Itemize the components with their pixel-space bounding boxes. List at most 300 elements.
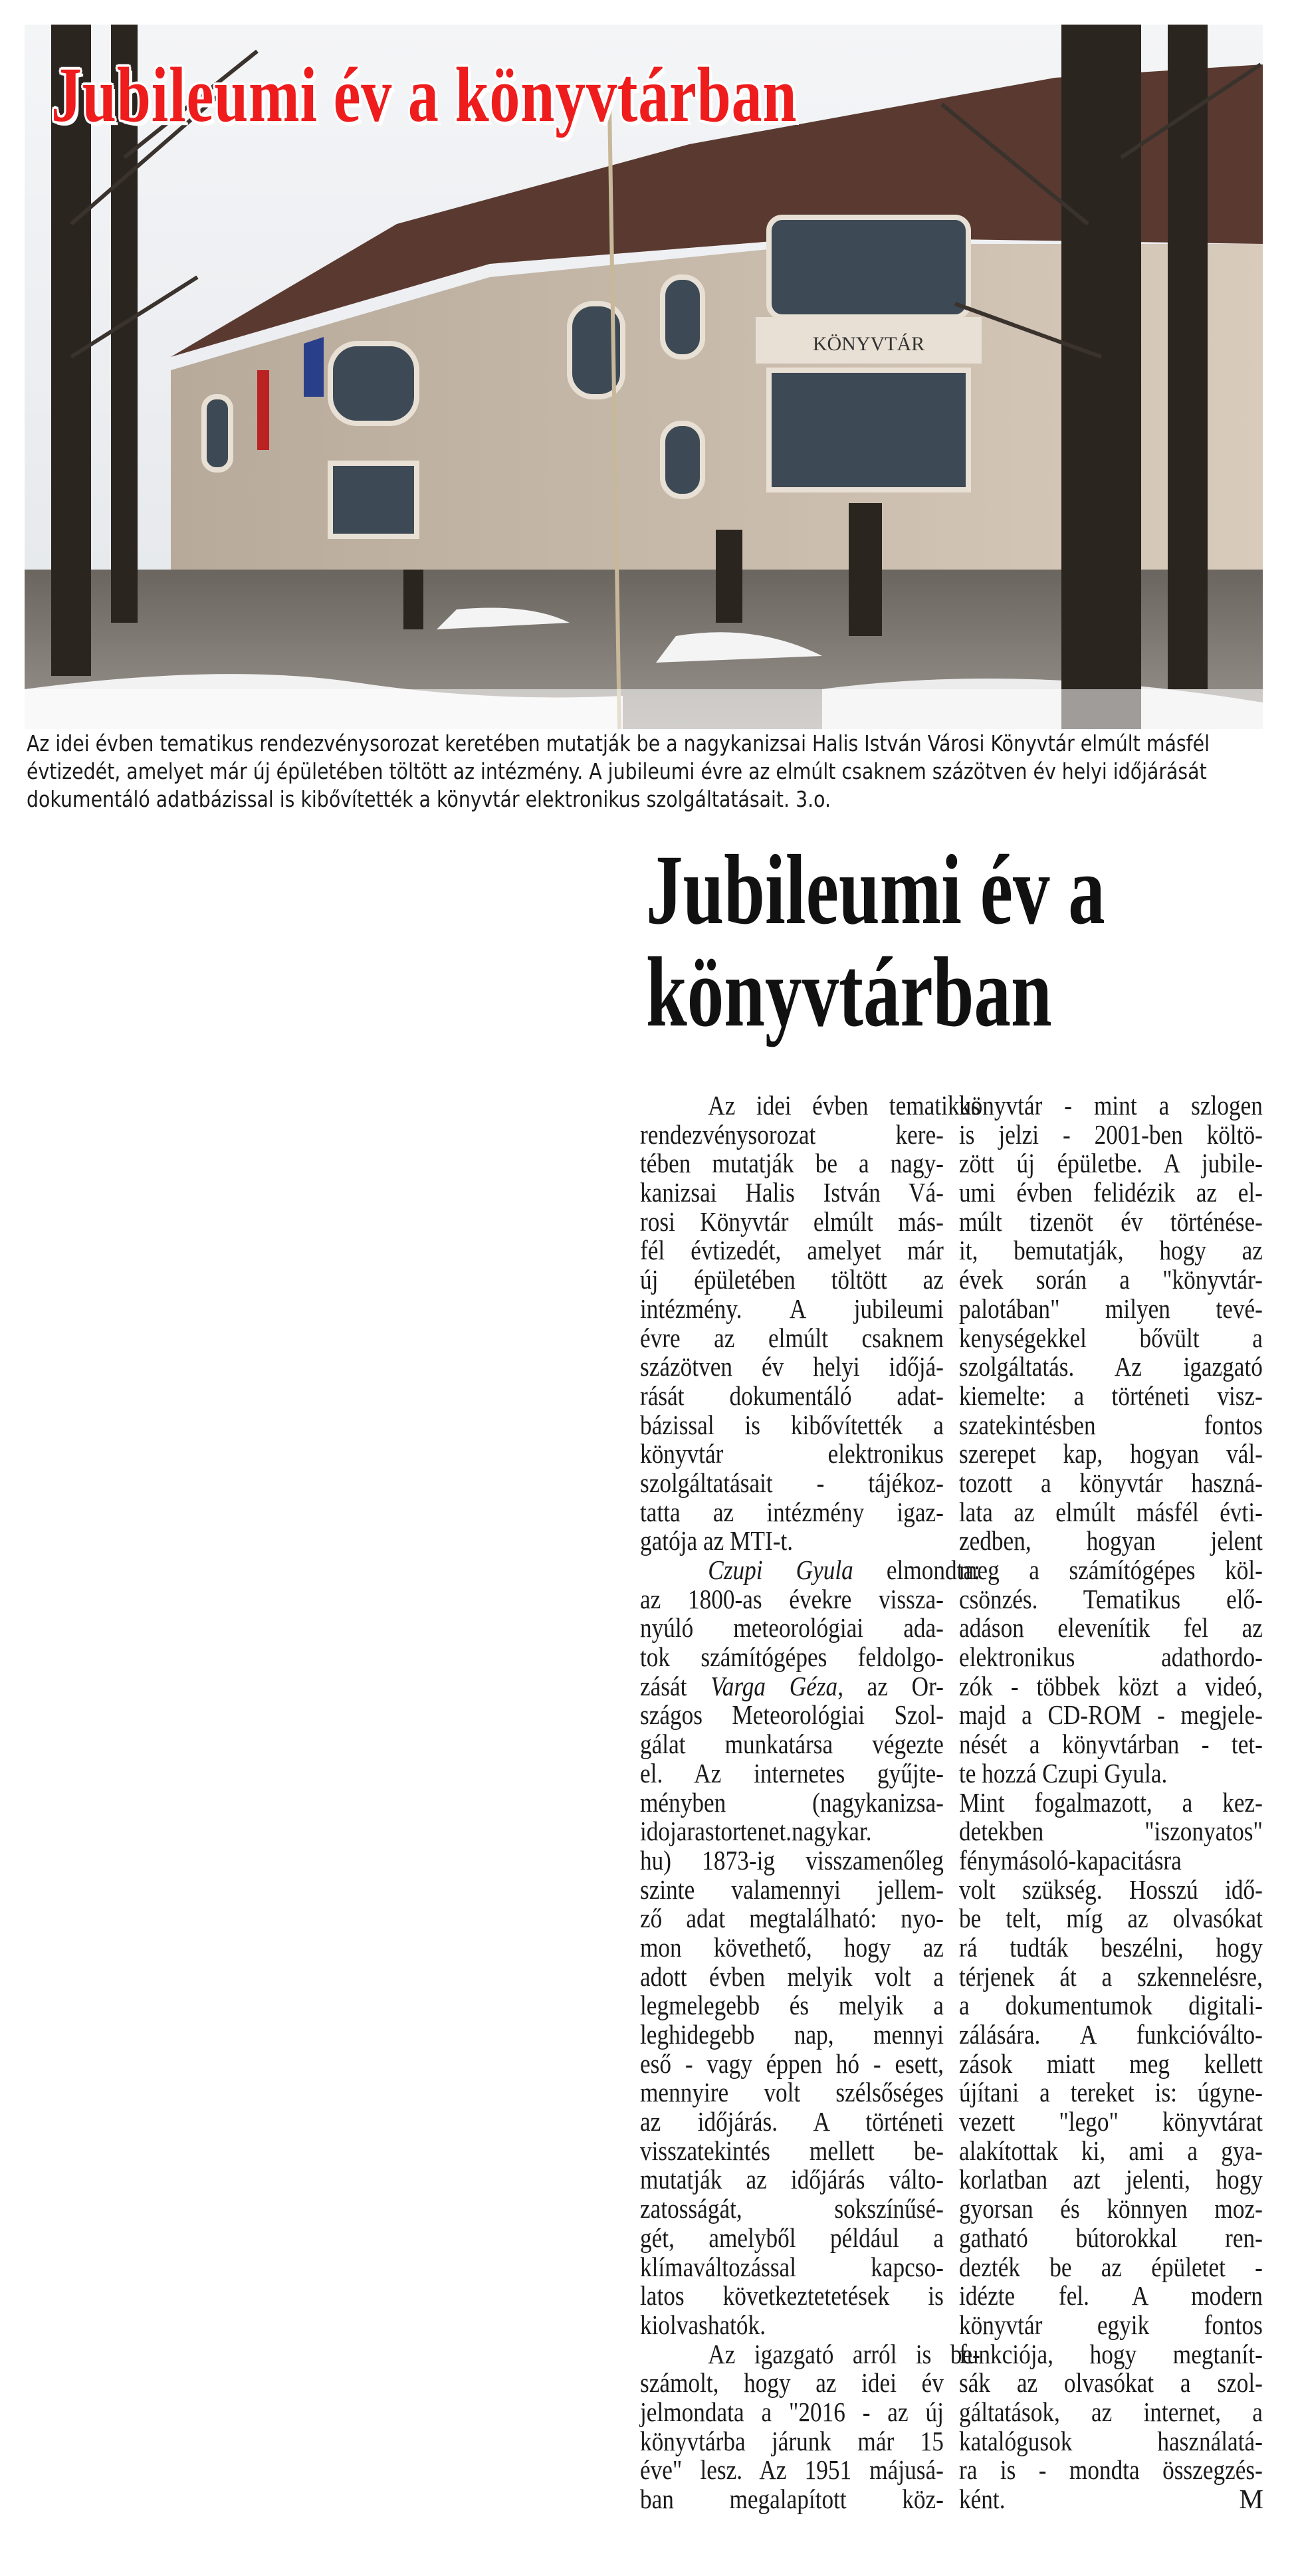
text-line-content xyxy=(640,2224,944,2253)
author-signature: M xyxy=(1239,2484,1263,2514)
text-segment: eső - vagy éppen hó - esett, xyxy=(640,2048,944,2079)
text-segment: volt szükség. Hosszú idő- xyxy=(959,1874,1263,1905)
text-line xyxy=(640,1527,944,1556)
text-line xyxy=(640,1090,980,1121)
text-segment: zatosságát, sokszínűsé- xyxy=(640,2193,944,2224)
text-segment: Az idei évben tematikus xyxy=(708,1090,980,1121)
text-segment: gatható bútorokkal ren- xyxy=(959,2222,1263,2253)
text-line xyxy=(640,1643,944,1672)
text-segment: umi évben felidézik az el- xyxy=(959,1177,1263,1208)
text-segment: számolt, hogy az idei év xyxy=(640,2367,944,2399)
text-line xyxy=(640,2195,944,2224)
text-line-content xyxy=(959,1933,1263,1963)
text-line xyxy=(640,2165,944,2195)
text-line-content xyxy=(640,2456,944,2485)
text-segment: könyvtárba járunk már 15 xyxy=(640,2425,944,2456)
text-line-content xyxy=(640,1701,944,1730)
text-line-content xyxy=(959,2282,1263,2311)
text-segment: katalógusok használatá- xyxy=(959,2425,1263,2456)
text-segment: gatója az MTI-t. xyxy=(640,1525,794,1556)
text-segment: múlt tizenöt év történése- xyxy=(959,1206,1263,1237)
text-line xyxy=(640,1208,944,1237)
text-line xyxy=(959,1876,1263,1905)
text-segment: új épületében töltött az xyxy=(640,1264,944,1295)
text-line xyxy=(640,2107,944,2137)
text-line-content xyxy=(959,2340,1263,2369)
text-segment: klímaváltozással kapcso- xyxy=(640,2251,944,2282)
text-segment: te hozzá Czupi Gyula. xyxy=(959,1757,1168,1788)
text-line xyxy=(959,2311,1263,2340)
text-segment: könyvtár egyik fontos xyxy=(959,2309,1263,2340)
text-line-content xyxy=(959,1295,1263,1324)
text-line-content xyxy=(959,1817,1263,1846)
text-line xyxy=(640,1382,944,1411)
text-line-content xyxy=(959,1352,1263,1382)
text-line-content xyxy=(640,2137,944,2166)
headline-line: könyvtárban xyxy=(646,937,1052,1047)
text-line xyxy=(640,1236,944,1265)
text-line-content xyxy=(640,2369,944,2398)
text-segment: szatekintésben fontos xyxy=(959,1409,1263,1440)
text-line xyxy=(640,1352,944,1382)
text-line xyxy=(640,1585,944,1614)
text-line-content xyxy=(677,1556,980,1585)
text-segment: rá tudták beszélni, hogy xyxy=(959,1931,1263,1963)
text-line-content xyxy=(640,2398,944,2427)
text-line xyxy=(640,2224,944,2253)
text-line xyxy=(959,1469,1263,1498)
text-segment: Az igazgató arról is be- xyxy=(708,2338,980,2369)
text-segment: tozott a könyvtár haszná- xyxy=(959,1467,1263,1498)
text-line-content xyxy=(640,1904,944,1933)
caption-line: Az idei évben tematikus rendezvénysorozat keretében mutatják be a nagykanizsai Halis István Városi Könyvtár elmúlt másfél xyxy=(27,730,1210,756)
person-name: Varga Géza xyxy=(710,1670,838,1701)
text-line xyxy=(959,1498,1263,1527)
text-line-content xyxy=(959,1324,1263,1353)
text-line xyxy=(959,1178,1263,1208)
text-line xyxy=(959,1382,1263,1411)
text-line-content xyxy=(959,2020,1263,2050)
text-line xyxy=(959,1527,1263,1556)
text-line xyxy=(959,1759,1263,1788)
text-line xyxy=(959,1817,1263,1846)
text-segment: szerepet kap, hogyan vál- xyxy=(959,1438,1263,1469)
text-line-content xyxy=(959,2165,1263,2195)
text-segment: zedben, hogyan jelent xyxy=(959,1525,1263,1556)
text-segment: mon követhető, hogy az xyxy=(640,1931,944,1963)
text-line-content xyxy=(959,2078,1263,2107)
text-segment: alakítottak ki, ami a gya- xyxy=(959,2135,1263,2166)
text-line-content xyxy=(959,2195,1263,2224)
text-line-content xyxy=(959,1846,1263,1876)
text-line-content xyxy=(959,1208,1263,1237)
text-segment: fénymásoló-kapacitásra xyxy=(959,1844,1182,1876)
text-line xyxy=(640,1469,944,1498)
text-line-content xyxy=(959,1091,1263,1121)
text-segment: intézmény. A jubileumi xyxy=(640,1293,944,1324)
text-line xyxy=(959,1236,1263,1265)
text-segment: ző adat megtalálható: nyo- xyxy=(640,1903,944,1934)
text-line-content xyxy=(640,1440,944,1469)
text-segment: a dokumentumok digitali- xyxy=(959,1990,1263,2021)
text-segment: tok számítógépes feldolgo- xyxy=(640,1642,944,1673)
text-segment: be telt, míg az olvasókat xyxy=(959,1903,1263,1934)
text-segment: is jelzi - 2001-ben költö- xyxy=(959,1119,1263,1150)
text-line-content xyxy=(640,1208,944,1237)
text-line-content xyxy=(959,2427,1263,2456)
text-line xyxy=(640,1991,944,2020)
text-line-content xyxy=(959,1730,1263,1759)
text-line-content xyxy=(640,1236,944,1265)
text-line-content xyxy=(959,2311,1263,2340)
text-line-content xyxy=(677,1091,980,1121)
text-segment: kiemelte: a történeti visz- xyxy=(959,1380,1263,1411)
text-line-content xyxy=(640,1352,944,1382)
text-line-content xyxy=(959,1904,1263,1933)
text-line-content xyxy=(959,1265,1263,1295)
text-line-content xyxy=(959,1178,1263,1208)
text-segment: , az Or- xyxy=(837,1670,944,1701)
text-segment: zását xyxy=(640,1670,711,1701)
text-segment: gálat munkatársa végezte xyxy=(640,1729,944,1760)
photo-title: Jubileumi év a könyvtárban xyxy=(51,51,798,138)
text-segment: ményben (nagykanizsa- xyxy=(640,1786,944,1818)
caption-line: dokumentáló adatbázissal is kibővítették a könyvtár elektronikus szolgáltatásait. 3.o. xyxy=(27,786,831,812)
text-line-content xyxy=(640,1759,944,1788)
text-segment: százötven év helyi időjá- xyxy=(640,1351,944,1382)
text-segment: zások miatt meg kellett xyxy=(959,2048,1263,2079)
text-line-content xyxy=(640,1149,944,1178)
text-line xyxy=(640,2369,944,2398)
text-line xyxy=(959,2078,1263,2107)
text-line-content xyxy=(640,1788,944,1818)
text-segment: gét, amelyből például a xyxy=(640,2222,944,2253)
text-segment: idojarastortenet.nagykar. xyxy=(640,1816,872,1847)
text-line-content xyxy=(640,1265,944,1295)
text-segment: évre az elmúlt csaknem xyxy=(640,1322,944,1353)
text-segment: szágos Meteorológiai Szol- xyxy=(640,1699,944,1731)
text-line xyxy=(959,1440,1263,1469)
text-line xyxy=(959,2165,1263,2195)
text-segment: leghidegebb nap, mennyi xyxy=(640,2019,944,2050)
text-line-content xyxy=(959,1643,1263,1672)
text-line xyxy=(640,2020,944,2050)
text-line xyxy=(640,2338,980,2369)
text-line xyxy=(959,2137,1263,2166)
text-line xyxy=(959,2253,1263,2282)
text-segment: rosi Könyvtár elmúlt más- xyxy=(640,1206,944,1237)
text-line-content xyxy=(640,1672,944,1701)
text-line xyxy=(640,1555,980,1585)
text-line-content xyxy=(640,1295,944,1324)
text-segment: Mint fogalmazott, a kez- xyxy=(959,1786,1263,1818)
text-line xyxy=(959,2020,1263,2050)
text-segment: csönzés. Tematikus elő- xyxy=(959,1583,1263,1614)
text-line xyxy=(959,2224,1263,2253)
text-line-content xyxy=(640,2282,944,2311)
text-line-content xyxy=(640,2195,944,2224)
text-line-content xyxy=(959,1440,1263,1469)
text-segment: ban megalapított köz- xyxy=(640,2484,944,2514)
text-line xyxy=(640,2078,944,2107)
text-segment: hu) 1873-ig visszamenőleg xyxy=(640,1844,944,1876)
text-line xyxy=(959,1933,1263,1963)
text-line-content xyxy=(640,1469,944,1498)
text-line-content xyxy=(959,1469,1263,1498)
text-segment: fél évtizedét, amelyet már xyxy=(640,1235,944,1266)
text-line-content xyxy=(959,2253,1263,2282)
text-line xyxy=(640,1121,944,1150)
text-line-content xyxy=(640,2078,944,2107)
text-segment: el. Az internetes gyűjte- xyxy=(640,1757,944,1788)
text-segment: funkciója, hogy megtanít- xyxy=(959,2338,1263,2369)
text-line-content xyxy=(959,2050,1263,2079)
text-segment: korlatban azt jelenti, hogy xyxy=(959,2164,1263,2195)
text-segment: kanizsai Halis István Vá- xyxy=(640,1177,944,1208)
text-line xyxy=(959,1295,1263,1324)
text-segment: gáltatások, az internet, a xyxy=(959,2396,1263,2427)
text-line xyxy=(959,1149,1263,1178)
text-line xyxy=(640,2311,944,2340)
text-line-content xyxy=(959,2224,1263,2253)
text-segment: nyúló meteorológiai ada- xyxy=(640,1612,944,1644)
text-segment: zók - többek közt a videó, xyxy=(959,1670,1263,1701)
text-line xyxy=(959,1614,1263,1643)
text-line-content xyxy=(959,2369,1263,2398)
text-line-content xyxy=(640,1498,944,1527)
text-line-content xyxy=(959,1788,1263,1818)
text-segment: mutatják az időjárás válto- xyxy=(640,2164,944,2195)
text-line xyxy=(640,2398,944,2427)
text-line-content xyxy=(640,1876,944,1905)
text-line xyxy=(640,2253,944,2282)
text-line-content xyxy=(959,1121,1263,1150)
text-line-content xyxy=(959,2107,1263,2137)
text-segment: az időjárás. A történeti xyxy=(640,2106,944,2137)
text-segment: meg a számítógépes köl- xyxy=(959,1555,1263,1585)
text-line xyxy=(959,1324,1263,1353)
text-line xyxy=(640,1498,944,1527)
text-segment: könyvtár - mint a szlogen xyxy=(959,1090,1263,1121)
text-line-content xyxy=(640,1963,944,1992)
text-line-content xyxy=(959,1701,1263,1730)
text-segment: majd a CD-ROM - megjele- xyxy=(959,1699,1263,1731)
text-segment: adott évben melyik volt a xyxy=(640,1961,944,1992)
text-segment: visszatekintés mellett be- xyxy=(640,2135,944,2166)
text-line xyxy=(959,2456,1263,2485)
text-line xyxy=(640,2456,944,2485)
text-line-content xyxy=(959,2456,1263,2485)
text-segment: idézte fel. A modern xyxy=(959,2280,1263,2311)
text-line-content xyxy=(677,2340,980,2369)
text-segment: mennyire volt szélsőséges xyxy=(640,2077,944,2108)
text-line-content xyxy=(640,1933,944,1963)
text-line xyxy=(640,2050,944,2079)
text-line xyxy=(959,1846,1263,1876)
text-line xyxy=(640,1904,944,1933)
text-segment: elmondta: xyxy=(853,1555,980,1585)
text-line xyxy=(959,1904,1263,1933)
text-segment: kenységekkel bővült a xyxy=(959,1322,1263,1353)
text-line-content xyxy=(959,1498,1263,1527)
text-line xyxy=(959,1121,1263,1150)
text-line xyxy=(959,2427,1263,2456)
text-line xyxy=(959,1411,1263,1440)
text-line xyxy=(959,1701,1263,1730)
text-line xyxy=(959,2050,1263,2079)
text-line-content xyxy=(640,1846,944,1876)
text-line-content xyxy=(959,1876,1263,1905)
text-line-content xyxy=(640,1991,944,2020)
text-line xyxy=(959,1788,1263,1818)
text-line xyxy=(640,2427,944,2456)
text-line-content xyxy=(640,1382,944,1411)
text-segment: vezett "lego" könyvtárat xyxy=(959,2106,1263,2137)
text-segment: ra is - mondta összegzés- xyxy=(959,2454,1263,2486)
text-segment: rendezvénysorozat kere- xyxy=(640,1119,944,1150)
text-line xyxy=(959,1265,1263,1295)
text-line-content xyxy=(640,1121,944,1150)
text-segment: bázissal is kibővítették a xyxy=(640,1409,944,1440)
text-line-content xyxy=(959,2485,1263,2514)
text-segment: térjenek át a szkennelésre, xyxy=(959,1961,1263,1992)
text-line-content xyxy=(640,1324,944,1353)
text-line xyxy=(959,1963,1263,1992)
text-line-content xyxy=(640,2020,944,2050)
text-line xyxy=(640,1440,944,1469)
text-line-content xyxy=(959,1672,1263,1701)
text-line xyxy=(959,2282,1263,2311)
text-segment: rását dokumentáló adat- xyxy=(640,1380,944,1411)
text-line xyxy=(959,1352,1263,1382)
text-line-content xyxy=(640,1585,944,1614)
text-segment: dezték be az épületet - xyxy=(959,2251,1263,2282)
text-line xyxy=(959,1672,1263,1701)
library-sign: KÖNYVTÁR xyxy=(812,333,925,355)
text-line-content xyxy=(640,2165,944,2195)
text-segment: tatta az intézmény igaz- xyxy=(640,1496,944,1527)
text-segment: legmelegebb és melyik a xyxy=(640,1990,944,2021)
text-line xyxy=(959,1556,1263,1585)
text-line xyxy=(640,1265,944,1295)
person-name: Czupi Gyula xyxy=(708,1555,853,1585)
text-line-content xyxy=(640,1817,944,1846)
text-line-content xyxy=(959,1614,1263,1643)
text-line xyxy=(959,1208,1263,1237)
text-line xyxy=(959,2195,1263,2224)
article-column-left xyxy=(640,1090,980,2514)
text-segment: it, bemutatják, hogy az xyxy=(959,1235,1263,1266)
text-segment: palotában" milyen tevé- xyxy=(959,1293,1263,1324)
text-line-content xyxy=(640,1643,944,1672)
text-line xyxy=(959,2485,1263,2514)
text-segment: ként. xyxy=(959,2484,1006,2514)
text-line-content xyxy=(640,2427,944,2456)
text-line xyxy=(640,2282,944,2311)
text-line-content xyxy=(959,1556,1263,1585)
text-segment: szolgáltatásait - tájékoz- xyxy=(640,1467,944,1498)
text-line-content xyxy=(959,1236,1263,1265)
text-line xyxy=(640,1817,944,1846)
text-segment: éve" lesz. Az 1951 májusá- xyxy=(640,2454,944,2486)
text-line xyxy=(640,1846,944,1876)
text-line xyxy=(959,1730,1263,1759)
text-line-content xyxy=(959,1411,1263,1440)
text-line xyxy=(640,1295,944,1324)
text-line xyxy=(959,2398,1263,2427)
text-line-content xyxy=(959,2398,1263,2427)
text-line xyxy=(959,1585,1263,1614)
text-line-content xyxy=(959,1991,1263,2020)
text-segment: könyvtár elektronikus xyxy=(640,1438,944,1469)
text-line xyxy=(640,1933,944,1963)
text-segment: zött új épületbe. A jubile- xyxy=(959,1148,1263,1179)
text-line xyxy=(640,1324,944,1353)
text-line xyxy=(640,1730,944,1759)
text-line xyxy=(959,1091,1263,1121)
text-line-content xyxy=(959,1527,1263,1556)
text-line xyxy=(640,2485,944,2514)
text-segment: gyorsan és könnyen moz- xyxy=(959,2193,1263,2224)
text-line xyxy=(640,1788,944,1818)
text-line-content xyxy=(640,2485,944,2514)
text-line-content xyxy=(959,1963,1263,1992)
article-column-right xyxy=(959,1091,1263,2514)
library-photo xyxy=(25,25,1263,729)
text-line-content xyxy=(959,1149,1263,1178)
text-line-content xyxy=(640,2107,944,2137)
text-line-content xyxy=(640,1178,944,1208)
text-segment: kiolvashatók. xyxy=(640,2309,766,2340)
text-segment: szolgáltatás. Az igazgató xyxy=(959,1351,1263,1382)
photo-caption xyxy=(27,730,1261,813)
text-line xyxy=(640,1178,944,1208)
text-line xyxy=(640,1701,944,1730)
text-segment: az 1800-as évekre vissza- xyxy=(640,1583,944,1614)
text-segment: zálására. A funkcióválto- xyxy=(959,2019,1263,2050)
text-segment: újítani a tereket is: úgyne- xyxy=(959,2077,1263,2108)
text-segment: detekben "iszonyatos" xyxy=(959,1816,1263,1847)
text-segment: nését a könyvtárban - tet- xyxy=(959,1729,1263,1760)
text-line-content xyxy=(959,2137,1263,2166)
text-line xyxy=(640,1963,944,1992)
text-line-content xyxy=(640,2253,944,2282)
text-segment: elektronikus adathordo- xyxy=(959,1642,1263,1673)
text-line xyxy=(640,1672,944,1701)
text-line-content xyxy=(959,1585,1263,1614)
text-line-content xyxy=(640,2311,944,2340)
text-line xyxy=(640,1411,944,1440)
text-line-content xyxy=(959,1382,1263,1411)
text-line xyxy=(959,2340,1263,2369)
text-line-content xyxy=(640,1411,944,1440)
text-segment: lata az elmúlt másfél évti- xyxy=(959,1496,1263,1527)
text-line xyxy=(640,1614,944,1643)
text-segment: latos következtetetések is xyxy=(640,2280,944,2311)
text-segment: szinte valamennyi jellem- xyxy=(640,1874,944,1905)
text-line xyxy=(959,2107,1263,2137)
text-line-content xyxy=(959,1759,1263,1788)
text-segment: évek során a "könyvtár- xyxy=(959,1264,1263,1295)
text-line xyxy=(640,2137,944,2166)
text-line xyxy=(959,1643,1263,1672)
article-headline xyxy=(646,835,1105,1047)
text-segment: tében mutatják be a nagy- xyxy=(640,1148,944,1179)
text-segment: sák az olvasókat a szol- xyxy=(959,2367,1263,2399)
text-line xyxy=(959,1991,1263,2020)
text-line xyxy=(640,1759,944,1788)
text-segment: jelmondata a "2016 - az új xyxy=(640,2396,944,2427)
